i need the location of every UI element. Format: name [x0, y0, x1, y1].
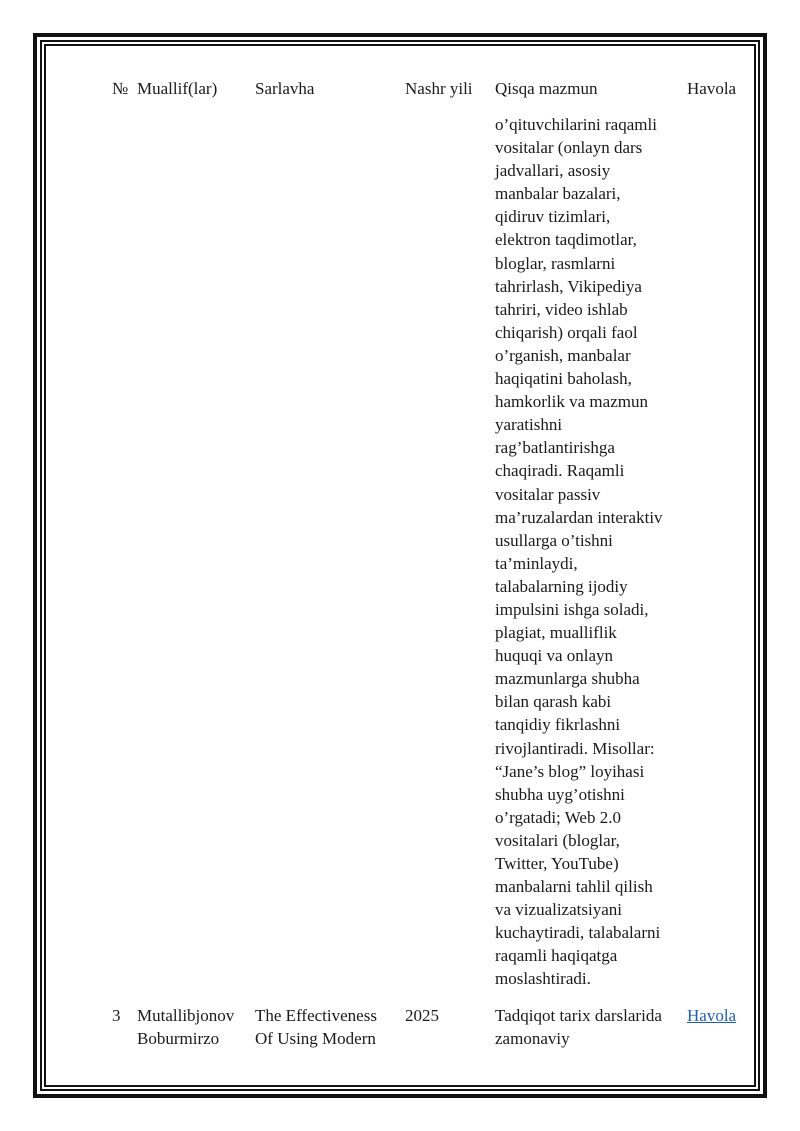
- summary-line: o’qituvchilarini raqamli: [495, 115, 657, 134]
- summary-line: impulsini ishga soladi,: [495, 599, 649, 619]
- summary-line: talabalarning ijodiy: [495, 576, 628, 596]
- header-link: Havola: [687, 79, 737, 98]
- summary-line: tanqidiy fikrlashni: [495, 715, 621, 735]
- summary-line: ma’ruzalardan interaktiv: [495, 507, 663, 527]
- summary-line: raqamli haqiqatga: [495, 946, 618, 966]
- summary-line: va vizualizatsiyani: [495, 900, 622, 920]
- summary-line: Twitter, YouTube): [495, 854, 619, 873]
- summary-line: tahrirlash, Vikipediya: [495, 276, 642, 296]
- summary-line: vositalar (onlayn dars: [495, 138, 643, 158]
- header-author: Muallif(lar): [137, 79, 218, 98]
- summary-line: hamkorlik va mazmun: [495, 392, 648, 412]
- summary-line: huquqi va onlayn: [495, 646, 614, 666]
- header-summary: Qisqa mazmun: [495, 79, 598, 98]
- row3-title: [255, 1004, 377, 1050]
- row3-year: 2025: [405, 1006, 439, 1025]
- header-year: Nashr yili: [405, 79, 473, 98]
- summary-line: ta’minlaydi,: [495, 553, 578, 573]
- summary-line: jadvallari, asosiy: [495, 161, 611, 181]
- summary-line: usullarga o’tishni: [495, 530, 613, 550]
- summary-line: o’rganish, manbalar: [495, 345, 631, 365]
- summary-line: “Jane’s blog” loyihasi: [495, 761, 645, 781]
- summary-line: manbalarni tahlil qilish: [495, 877, 653, 897]
- row3-summary-line: Tadqiqot tarix darslarida: [495, 1006, 662, 1025]
- summary-line: moslashtiradi.: [495, 969, 591, 989]
- row3-summary-line: zamonaviy: [495, 1029, 570, 1049]
- summary-line: kuchaytiradi, talabalarni: [495, 923, 661, 943]
- row3-author-line: Mutallibjonov: [137, 1006, 235, 1025]
- row3-author-line: Boburmirzo: [137, 1029, 220, 1049]
- row3-title-line: Of Using Modern: [255, 1029, 376, 1049]
- header-num: №: [112, 79, 129, 98]
- summary-line: bloglar, rasmlarni: [495, 253, 616, 273]
- summary-line: manbalar bazalari,: [495, 184, 621, 204]
- summary-line: haqiqatini baholash,: [495, 369, 632, 389]
- summary-line: mazmunlarga shubha: [495, 669, 640, 689]
- summary-line: rivojlantiradi. Misollar:: [495, 738, 655, 758]
- row3-title-line: The Effectiveness: [255, 1006, 377, 1025]
- summary-line: vositalar passiv: [495, 484, 601, 504]
- header-title: Sarlavha: [255, 79, 315, 98]
- row3-link[interactable]: Havola: [687, 1006, 737, 1025]
- summary-line: plagiat, mualliflik: [495, 623, 617, 643]
- summary-line: o’rgatadi; Web 2.0: [495, 807, 621, 827]
- summary-line: tahriri, video ishlab: [495, 299, 628, 319]
- continued-summary-cell: [495, 113, 690, 991]
- summary-line: rag’batlantirishga: [495, 438, 615, 458]
- summary-line: bilan qarash kabi: [495, 692, 612, 712]
- summary-line: chaqiradi. Raqamli: [495, 461, 625, 481]
- row3-author: [137, 1004, 234, 1050]
- summary-line: chiqarish) orqali faol: [495, 322, 638, 342]
- row3-summary: [495, 1004, 662, 1050]
- summary-line: yaratishni: [495, 415, 563, 435]
- summary-line: shubha uyg’otishni: [495, 784, 625, 804]
- row3-num: 3: [112, 1006, 121, 1025]
- summary-line: vositalari (bloglar,: [495, 830, 620, 850]
- summary-line: elektron taqdimotlar,: [495, 230, 637, 250]
- summary-line: qidiruv tizimlari,: [495, 207, 611, 227]
